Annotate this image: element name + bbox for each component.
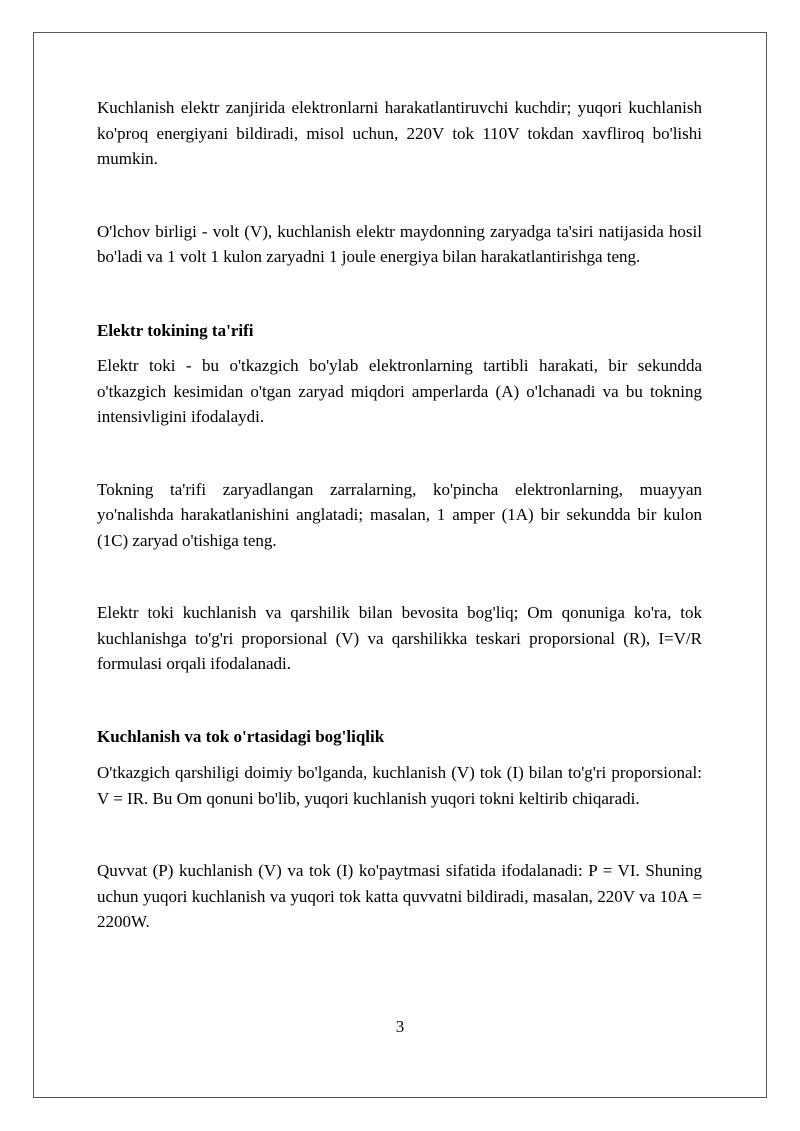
- paragraph-voltage-intro: Kuchlanish elektr zanjirida elektronlarni harakatlantiruvchi kuchdir; yuqori kuchlanish ko'proq energiyani bildiradi, misol uchun, 220V tok 110V tokdan xavfliroq bo'lishi mumkin.: [97, 98, 702, 168]
- heading-current-definition: Elektr tokining ta'rifi: [97, 320, 254, 340]
- document-body: [97, 95, 702, 935]
- paragraph-ohms-law: Elektr toki kuchlanish va qarshilik bilan bevosita bog'liq; Om qonuniga ko'ra, tok kuchlanishga to'g'ri proporsional (V) va qarshilikka teskari proporsional (R), I=V/R formulasi orqali ifodalanadi.: [97, 603, 702, 673]
- heading-voltage-current-relation: Kuchlanish va tok o'rtasidagi bog'liqlik: [97, 726, 385, 746]
- paragraph-current-meaning: Tokning ta'rifi zaryadlangan zarralarning, ko'pincha elektronlarning, muayyan yo'nalishda harakatlanishini anglatadi; masalan, 1 amper (1A) bir sekundda bir kulon (1C) zaryad o'tishiga teng.: [97, 479, 702, 550]
- paragraph-v-equals-ir: O'tkazgich qarshiligi doimiy bo'lganda, kuchlanish (V) tok (I) bilan to'g'ri proporsional: V = IR. Bu Om qonuni bo'lib, yuqori kuchlanish yuqori tokni keltirib chiqaradi.: [97, 763, 702, 808]
- paragraph-current-definition: Elektr toki - bu o'tkazgich bo'ylab elektronlarning tartibli harakati, bir sekundda o'tkazgich kesimidan o'tgan zaryad miqdori amperlarda (A) o'lchanadi va bu tokning intensivligini ifodalaydi.: [97, 356, 702, 426]
- page-number: 3: [395, 1017, 405, 1036]
- paragraph-volt-unit: O'lchov birligi - volt (V), kuchlanish elektr maydonning zaryadga ta'siri natijasida hosil bo'ladi va 1 volt 1 kulon zaryadni 1 joule energiya bilan harakatlantirishga teng.: [97, 221, 702, 266]
- paragraph-power: Quvvat (P) kuchlanish (V) va tok (I) ko'paytmasi sifatida ifodalanadi: P = VI. Shuning uchun yuqori kuchlanish va yuqori tok katta quvvatni bildiradi, masalan, 220V va 10A = 2200W.: [97, 861, 702, 931]
